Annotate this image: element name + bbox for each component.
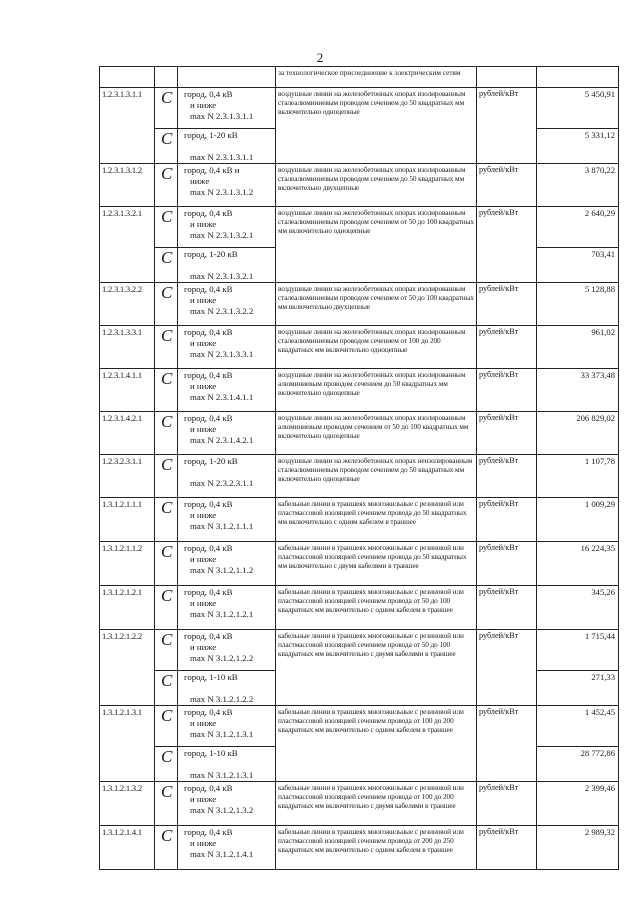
table-row [100, 369, 619, 412]
rate-value: 2 399,46 [537, 782, 619, 826]
line-description: воздушные линии на железобетонных опорах изолированным алюминиевым проводом сечением от 50 до 100 квадратных мм включительно одноцепные [276, 412, 477, 455]
row-code: 1.3.1.2.1.1.2 [100, 542, 155, 586]
rate-value: 16 224,35 [537, 542, 619, 586]
line-description: кабельные линии в траншеях многожильные с резиновой или пластмассовой изоляцией сечением провода от 100 до 200 квадратных мм включительно с одним кабелем в траншее [276, 706, 477, 782]
row-code: 1.3.1.2.1.3.1 [100, 706, 155, 782]
category-line: и ниже [190, 838, 217, 848]
rate-value: 2 989,32 [537, 826, 619, 870]
unit-cell: рублей/кВт [477, 326, 537, 369]
category-cell [178, 542, 276, 586]
category-line: и ниже [190, 381, 217, 391]
category-symbol: С [155, 129, 178, 164]
row-code: 1.3.1.2.1.3.2 [100, 782, 155, 826]
category-line: max N 3.1.2.1.3.1 [190, 770, 254, 780]
rate-value: 5 450,91 [537, 88, 619, 129]
category-cell [178, 826, 276, 870]
category-cell [178, 129, 276, 164]
rate-value: 345,26 [537, 586, 619, 630]
category-line: и ниже [190, 642, 217, 652]
line-description: воздушные линии на железобетонных опорах изолированным сталеалюминиевым проводом сечением от 50 до 100 квадратных мм включительно двухцепные [276, 283, 477, 326]
unit-cell: рублей/кВт [477, 782, 537, 826]
category-line: город, 1-20 кВ [184, 130, 238, 140]
category-cell [178, 412, 276, 455]
unit-cell: рублей/кВт [477, 164, 537, 207]
category-line: max N 3.1.2.1.3.2 [190, 805, 254, 815]
rate-value: 5 128,88 [537, 283, 619, 326]
category-line: max N 2.3.1.3.1.1 [190, 111, 254, 121]
rate-value: 961,02 [537, 326, 619, 369]
line-description: кабельные линии в траншеях многожильные с резиновой или пластмассовой изоляцией сечением провода от 50 до 100 квадратных мм включительно с одним кабелем в траншее [276, 586, 477, 630]
category-line: max N 3.1.2.1.2.2 [190, 694, 254, 704]
category-line: город, 0,4 кВ [184, 89, 233, 99]
category-symbol: С [155, 542, 178, 586]
category-symbol: С [155, 671, 178, 706]
category-line: max N 3.1.2.1.3.1 [190, 729, 254, 739]
row-code: 1.2.3.1.3.1.2 [100, 164, 155, 207]
category-symbol: С [155, 207, 178, 248]
row-code: 1.2.3.2.3.1.1 [100, 455, 155, 498]
category-cell [178, 283, 276, 326]
category-symbol: С [155, 706, 178, 747]
table-row [100, 88, 619, 129]
category-line: max N 2.3.1.4.2.1 [190, 435, 254, 445]
rate-value: 1 715,44 [537, 630, 619, 671]
category-symbol: С [155, 248, 178, 283]
category-cell [178, 747, 276, 782]
category-line: город, 0,4 кВ [184, 543, 233, 553]
table-row [100, 455, 619, 498]
line-description: воздушные линии на железобетонных опорах изолированным сталеалюминиевым проводом сечением до 50 квадратных мм включительно двухцепные [276, 164, 477, 207]
category-line: max N 3.1.2.1.1.2 [190, 565, 254, 575]
row-code: 1.2.3.1.4.2.1 [100, 412, 155, 455]
category-symbol: С [155, 369, 178, 412]
category-line: max N 2.3.2.3.1.1 [190, 478, 254, 488]
rate-value: 1 009,29 [537, 498, 619, 542]
table-row [100, 164, 619, 207]
category-symbol: С [155, 326, 178, 369]
category-cell [178, 88, 276, 129]
category-line: и ниже [190, 554, 217, 564]
category-line: город, 0,4 кВ [184, 327, 233, 337]
category-line: max N 3.1.2.1.2.1 [190, 609, 254, 619]
category-symbol: С [155, 747, 178, 782]
category-line [182, 683, 273, 694]
category-line: город, 0,4 кВ [184, 499, 233, 509]
row-code: 1.2.3.1.3.2.2 [100, 283, 155, 326]
category-symbol: С [155, 283, 178, 326]
category-line: город, 0,4 кВ [184, 413, 233, 423]
category-line: max N 2.3.1.3.1.2 [190, 187, 254, 197]
header-desc: за технологическое присоединение к электрическим сетям [276, 67, 477, 88]
unit-cell: рублей/кВт [477, 369, 537, 412]
row-code: 1.3.1.2.1.1.1 [100, 498, 155, 542]
category-cell [178, 248, 276, 283]
category-line [182, 260, 273, 271]
category-line: и ниже [190, 100, 217, 110]
row-code: 1.3.1.2.1.2.1 [100, 586, 155, 630]
line-description: кабельные линии в траншеях многожильные с резиновой или пластмассовой изоляцией сечением провода от 100 до 200 квадратных мм включительно с двумя кабелями в траншее [276, 782, 477, 826]
unit-cell: рублей/кВт [477, 283, 537, 326]
category-symbol: С [155, 455, 178, 498]
category-line: max N 2.3.1.3.2.1 [190, 271, 254, 281]
unit-cell: рублей/кВт [477, 630, 537, 706]
category-cell [178, 630, 276, 671]
line-description: кабельные линии в траншеях многожильные с резиновой или пластмассовой изоляцией сечением провода до 50 квадратных мм включительно с одним кабелем в траншее [276, 498, 477, 542]
category-cell [178, 455, 276, 498]
row-code: 1.2.3.1.4.1.1 [100, 369, 155, 412]
category-line: max N 2.3.1.3.2.2 [190, 306, 254, 316]
category-symbol: С [155, 586, 178, 630]
rate-value: 703,41 [537, 248, 619, 283]
category-cell [178, 586, 276, 630]
category-line: город, 0,4 кВ и [184, 165, 240, 175]
unit-cell: рублей/кВт [477, 826, 537, 870]
category-line: и ниже [190, 295, 217, 305]
category-line: ниже [190, 176, 210, 186]
category-line: и ниже [190, 718, 217, 728]
category-line: и ниже [190, 424, 217, 434]
rate-value: 206 829,02 [537, 412, 619, 455]
category-cell [178, 369, 276, 412]
unit-cell: рублей/кВт [477, 706, 537, 782]
category-line: город, 0,4 кВ [184, 370, 233, 380]
category-symbol: С [155, 630, 178, 671]
page-number: 2 [316, 50, 324, 65]
rate-value: 33 373,48 [537, 369, 619, 412]
header-continuation-row [100, 67, 619, 88]
category-line: город, 1-20 кВ [184, 456, 238, 466]
category-line: город, 0,4 кВ [184, 284, 233, 294]
row-code: 1.2.3.1.3.1.1 [100, 88, 155, 164]
tariff-table [99, 66, 619, 870]
category-line: и ниже [190, 219, 217, 229]
unit-cell: рублей/кВт [477, 542, 537, 586]
category-cell [178, 326, 276, 369]
table-row [100, 283, 619, 326]
category-line: max N 3.1.2.1.1.1 [190, 521, 254, 531]
category-line: и ниже [190, 510, 217, 520]
category-cell [178, 782, 276, 826]
category-cell [178, 164, 276, 207]
rate-value: 3 870,22 [537, 164, 619, 207]
category-line: город, 0,4 кВ [184, 208, 233, 218]
line-description: воздушные линии на железобетонных опорах изолированным сталеалюминиевым проводом сечением от 100 до 200 квадратных мм включительно одноцепные [276, 326, 477, 369]
table-row [100, 326, 619, 369]
line-description: кабельные линии в траншеях многожильные с резиновой или пластмассовой изоляцией сечением провода от 200 до 250 квадратных мм включительно с одним кабелем в траншее [276, 826, 477, 870]
category-symbol: С [155, 782, 178, 826]
category-line: max N 2.3.1.3.1.1 [190, 152, 254, 162]
rate-value: 5 331,12 [537, 129, 619, 164]
category-symbol: С [155, 826, 178, 870]
unit-cell: рублей/кВт [477, 586, 537, 630]
category-line: город, 1-20 кВ [184, 249, 238, 259]
line-description: воздушные линии на железобетонных опорах изолированным сталеалюминиевым проводом сечением от 50 до 100 квадратных мм включительно одноцепные [276, 207, 477, 283]
line-description: кабельные линии в траншеях многожильные с резиновой или пластмассовой изоляцией сечением провода до 50 квадратных мм включительно с двумя кабелями в траншее [276, 542, 477, 586]
category-line: и ниже [190, 794, 217, 804]
rate-value: 2 640,29 [537, 207, 619, 248]
row-code: 1.2.3.1.3.2.1 [100, 207, 155, 283]
category-line [182, 759, 273, 770]
category-line [182, 467, 273, 478]
category-line: max N 2.3.1.3.2.1 [190, 230, 254, 240]
row-code: 1.2.3.1.3.3.1 [100, 326, 155, 369]
category-line [182, 141, 273, 152]
line-description: кабельные линии в траншеях многожильные с резиновой или пластмассовой изоляцией сечением провода от 50 до 100 квадратных мм включительно с двумя кабелями в траншее [276, 630, 477, 706]
category-line: город, 0,4 кВ [184, 827, 233, 837]
unit-cell: рублей/кВт [477, 207, 537, 283]
category-line: max N 2.3.1.3.3.1 [190, 349, 254, 359]
category-symbol: С [155, 412, 178, 455]
category-cell [178, 706, 276, 747]
row-code: 1.3.1.2.1.4.1 [100, 826, 155, 870]
category-line: max N 3.1.2.1.4.1 [190, 849, 254, 859]
table-row [100, 542, 619, 586]
line-description: воздушные линии на железобетонных опорах изолированным сталеалюминиевым проводом сечением до 50 квадратных мм включительно одноцепные [276, 88, 477, 164]
category-line: max N 3.1.2.1.2.2 [190, 653, 254, 663]
rate-value: 1 107,78 [537, 455, 619, 498]
table-row [100, 207, 619, 248]
rate-value: 271,33 [537, 671, 619, 706]
category-cell [178, 498, 276, 542]
table-row [100, 586, 619, 630]
table-row [100, 826, 619, 870]
category-symbol: С [155, 498, 178, 542]
category-cell [178, 671, 276, 706]
rate-value: 1 452,45 [537, 706, 619, 747]
rate-value: 28 772,86 [537, 747, 619, 782]
category-line: город, 0,4 кВ [184, 587, 233, 597]
line-description: воздушные линии на железобетонных опорах изолированным алюминиевым проводом сечением до 50 квадратных мм включительно одноцепные [276, 369, 477, 412]
category-symbol: С [155, 88, 178, 129]
table-row [100, 412, 619, 455]
table-row [100, 706, 619, 747]
table-row [100, 782, 619, 826]
category-line: город, 0,4 кВ [184, 707, 233, 717]
line-description: воздушные линии на железобетонных опорах неизолированным сталеалюминиевым проводом сечением до 50 квадратных мм включительно одноцепные [276, 455, 477, 498]
unit-cell: рублей/кВт [477, 88, 537, 164]
category-line: город, 0,4 кВ [184, 631, 233, 641]
unit-cell: рублей/кВт [477, 498, 537, 542]
unit-cell: рублей/кВт [477, 412, 537, 455]
unit-cell: рублей/кВт [477, 455, 537, 498]
category-cell [178, 207, 276, 248]
category-line: и ниже [190, 338, 217, 348]
category-line: город, 0,4 кВ [184, 783, 233, 793]
table-row [100, 630, 619, 671]
tariff-table-body [100, 67, 619, 870]
row-code: 1.3.1.2.1.2.2 [100, 630, 155, 706]
category-line: max N 2.3.1.4.1.1 [190, 392, 254, 402]
category-symbol: С [155, 164, 178, 207]
category-line: город, 1-10 кВ [184, 672, 238, 682]
table-row [100, 498, 619, 542]
category-line: город, 1-10 кВ [184, 748, 238, 758]
category-line: и ниже [190, 598, 217, 608]
